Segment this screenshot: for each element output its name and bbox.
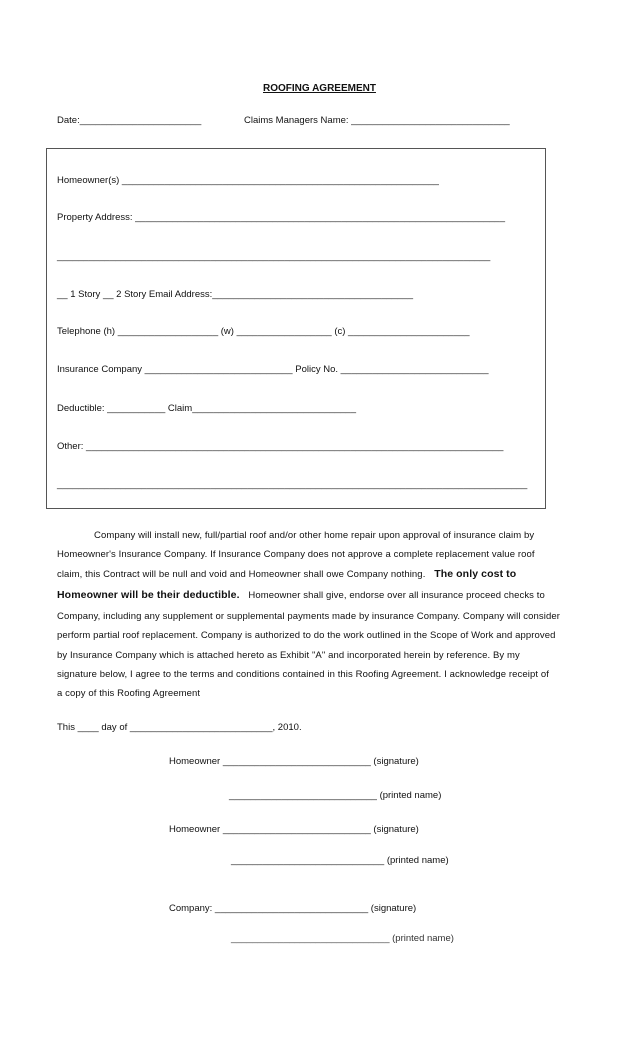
paragraph-line: Homeowner's Insurance Company. If Insurance Company does not approve a complete replacement value roof <box>57 549 535 560</box>
date-field: Date:_______________________ <box>57 115 202 126</box>
property-address-line2: __________________________________________________________________________________ <box>57 251 491 262</box>
paragraph-line: by Insurance Company which is attached hereto as Exhibit "A" and incorporated herein by reference. By my <box>57 650 520 661</box>
paragraph-line: signature below, I agree to the terms and conditions contained in this Roofing Agreement. I acknowledge receipt of <box>57 669 549 680</box>
paragraph-line: a copy of this Roofing Agreement <box>57 688 201 699</box>
paragraph-line <box>57 589 545 601</box>
paragraph-text: claim, this Contract will be null and void and Homeowner shall owe Company nothing. <box>57 569 426 580</box>
paragraph-line: Company will install new, full/partial roof and/or other home repair upon approval of insurance claim by <box>94 530 535 541</box>
homeowner-printed-name-2: _____________________________ (printed name) <box>231 855 449 866</box>
other-line2: _________________________________________________________________________________________ <box>57 479 528 490</box>
document-title: ROOFING AGREEMENT <box>263 83 376 94</box>
claims-manager-field: Claims Managers Name: ______________________________ <box>244 115 510 126</box>
insurance-company-field: Insurance Company ____________________________ Policy No. ____________________________ <box>57 364 489 375</box>
paragraph-bold-text: The only cost to <box>434 568 517 580</box>
property-address-field: Property Address: ______________________________________________________________________ <box>57 212 505 223</box>
story-email-field: __ 1 Story __ 2 Story Email Address:______________________________________ <box>57 289 414 300</box>
telephone-field: Telephone (h) ___________________ (w) __________________ (c) _______________________ <box>57 326 470 337</box>
homeowners-field: Homeowner(s) ____________________________________________________________ <box>57 175 439 186</box>
homeowner-signature-2: Homeowner ____________________________ (signature) <box>169 824 419 835</box>
homeowner-signature-1: Homeowner ____________________________ (signature) <box>169 756 419 767</box>
homeowner-printed-name-1: ____________________________ (printed name) <box>229 790 442 801</box>
other-field: Other: _______________________________________________________________________________ <box>57 441 504 452</box>
paragraph-bold-text: Homeowner will be their deductible. <box>57 589 240 601</box>
paragraph-line: perform partial roof replacement. Company is authorized to do the work outlined in the Scope of Work and approved <box>57 630 556 641</box>
paragraph-text: Homeowner shall give, endorse over all insurance proceed checks to <box>248 590 545 601</box>
deductible-claim-field: Deductible: ___________ Claim_______________________________ <box>57 403 356 414</box>
company-printed-name: ______________________________ (printed name) <box>231 933 454 944</box>
paragraph-line: Company, including any supplement or supplemental payments made by insurance Company. Company will consider <box>57 611 561 622</box>
company-signature: Company: _____________________________ (signature) <box>169 903 417 914</box>
paragraph-line <box>57 568 516 580</box>
date-of-agreement-line: This ____ day of ___________________________, 2010. <box>57 722 302 733</box>
